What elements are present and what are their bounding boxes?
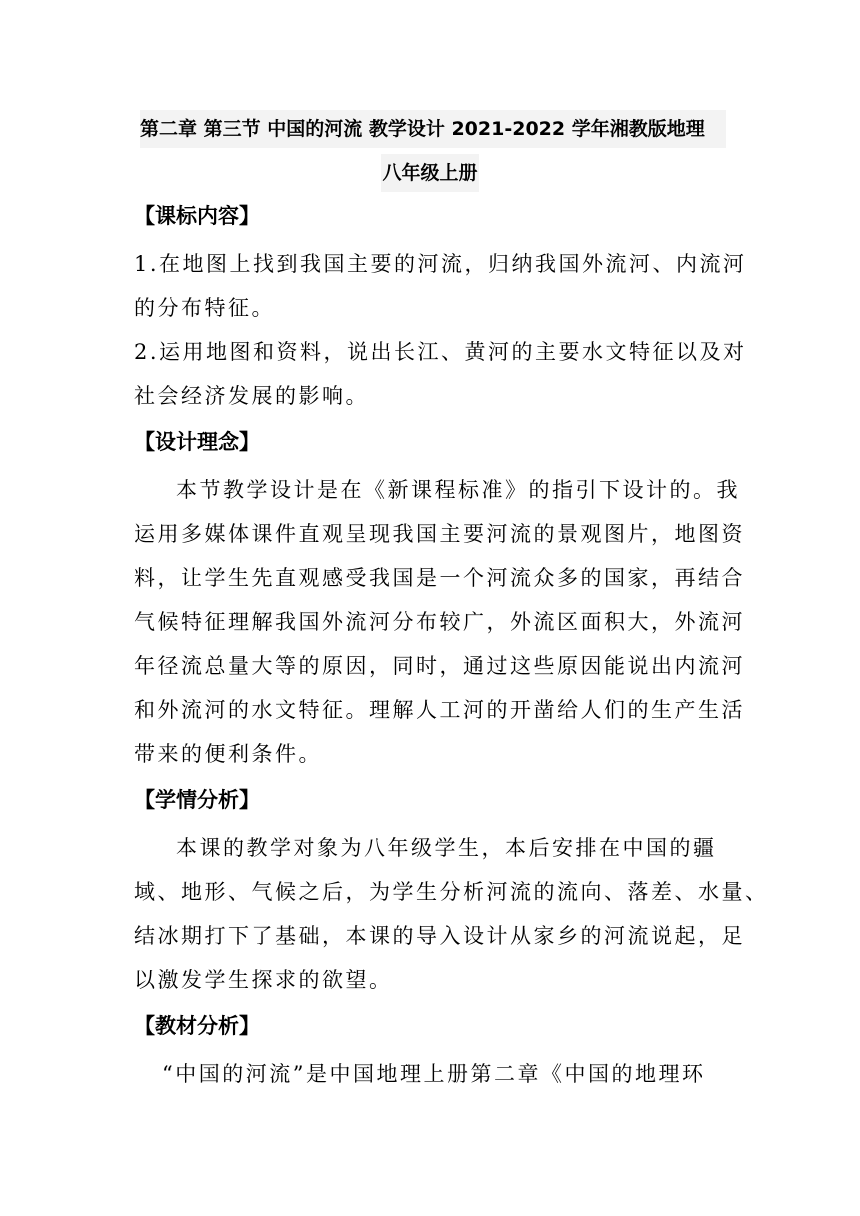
students-line-4: 以激发学生探求的欲望。 bbox=[134, 968, 393, 992]
design-line-2: 运用多媒体课件直观呈现我国主要河流的景观图片，地图资 bbox=[134, 522, 745, 546]
design-line-7: 带来的便利条件。 bbox=[134, 742, 322, 766]
section-heading-students: 【学情分析】 bbox=[134, 788, 260, 812]
curriculum-line-1: 1.在地图上找到我国主要的河流，归纳我国外流河、内流河 bbox=[134, 252, 747, 276]
document-title-line-1: 第二章 第三节 中国的河流 教学设计 2021-2022 学年湘教版地理 bbox=[140, 110, 726, 148]
design-line-3: 料，让学生先直观感受我国是一个河流众多的国家，再结合 bbox=[134, 566, 745, 590]
design-line-4: 气候特征理解我国外流河分布较广，外流区面积大，外流河 bbox=[134, 610, 745, 634]
section-heading-design: 【设计理念】 bbox=[134, 430, 260, 454]
design-line-5: 年径流总量大等的原因，同时，通过这些原因能说出内流河 bbox=[134, 654, 745, 678]
students-line-3: 结冰期打下了基础，本课的导入设计从家乡的河流说起，足 bbox=[134, 924, 745, 948]
curriculum-line-2: 的分布特征。 bbox=[134, 296, 275, 320]
document-title-line-2: 八年级上册 bbox=[381, 154, 479, 192]
section-heading-material: 【教材分析】 bbox=[134, 1014, 260, 1038]
design-line-6: 和外流河的水文特征。理解人工河的开凿给人们的生产生活 bbox=[134, 698, 745, 722]
students-line-1: 本课的教学对象为八年级学生，本后安排在中国的疆 bbox=[176, 836, 717, 860]
design-line-1: 本节教学设计是在《新课程标准》的指引下设计的。我 bbox=[176, 478, 740, 502]
curriculum-line-4: 社会经济发展的影响。 bbox=[134, 384, 369, 408]
students-line-2: 域、地形、气候之后，为学生分析河流的流向、落差、水量、 bbox=[134, 880, 769, 904]
section-heading-curriculum: 【课标内容】 bbox=[134, 204, 260, 228]
material-line-1: “中国的河流”是中国地理上册第二章《中国的地理环 bbox=[162, 1062, 706, 1086]
curriculum-line-3: 2.运用地图和资料，说出长江、黄河的主要水文特征以及对 bbox=[134, 340, 747, 364]
